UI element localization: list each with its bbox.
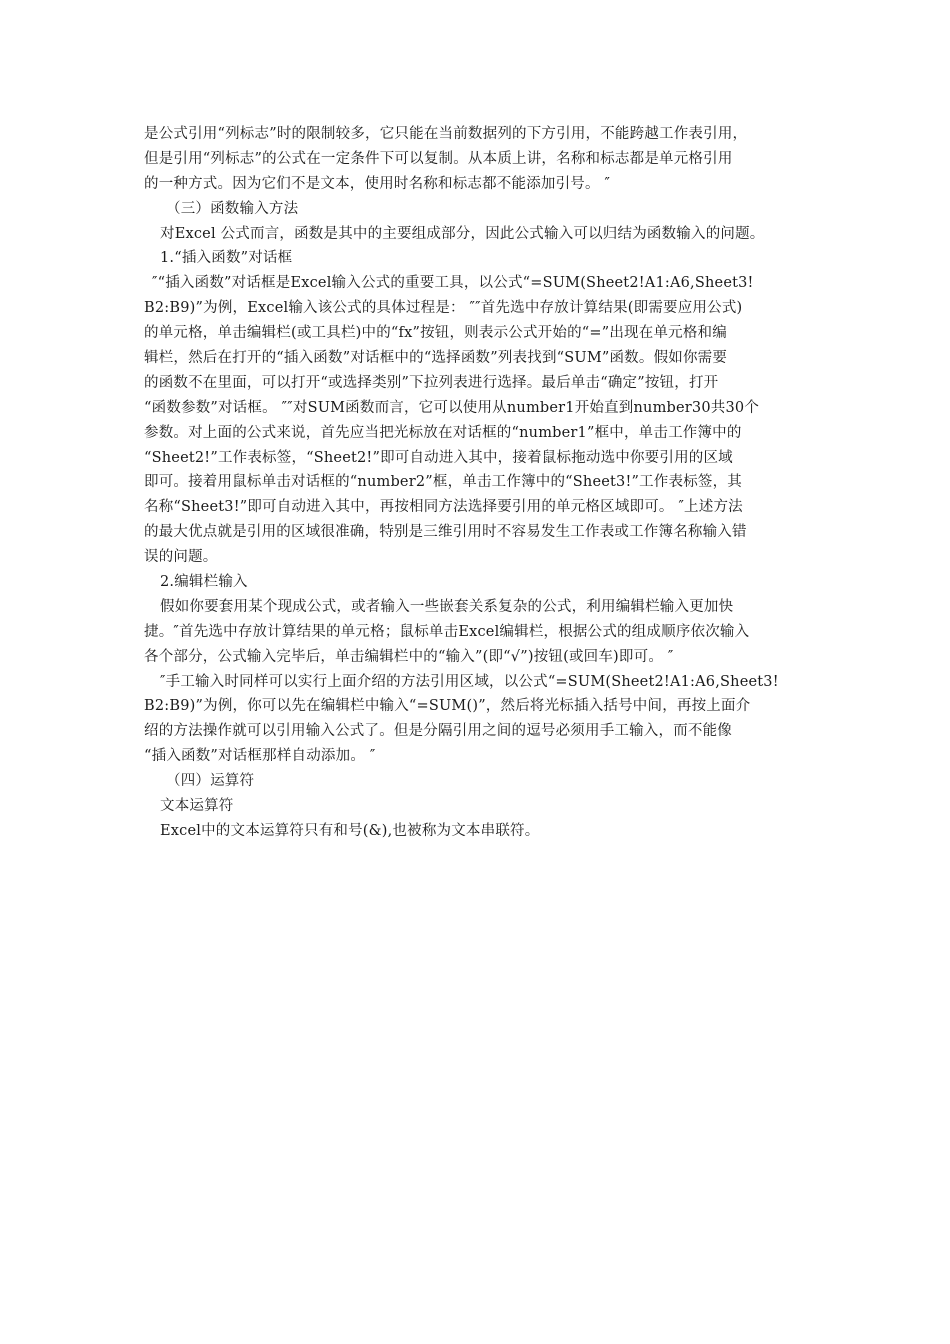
paragraph-line: “插入函数”对话框那样自动添加。 ″: [144, 748, 376, 765]
subheading-formula-bar-input: 2.编辑栏输入: [160, 574, 248, 591]
paragraph-line: 的一种方式。因为它们不是文本，使用时名称和标志都不能添加引号。 ″: [144, 175, 611, 192]
paragraph-line: ″手工输入时同样可以实行上面介绍的方法引用区域，以公式“=SUM(Sheet2!A1:A6,Sheet3!: [160, 673, 779, 690]
paragraph-line: 是公式引用“列标志”时的限制较多，它只能在当前数据列的下方引用，不能跨越工作表引用，: [144, 126, 748, 142]
paragraph-line: 的单元格，单击编辑栏(或工具栏)中的“fx”按钮，则表示公式开始的“=”出现在单元格和编: [144, 325, 727, 342]
paragraph-line: 但是引用“列标志”的公式在一定条件下可以复制。从本质上讲，名称和标志都是单元格引用: [144, 150, 733, 167]
paragraph-line: 捷。″首先选中存放计算结果的单元格；鼠标单击Excel编辑栏，根据公式的组成顺序依次输入: [144, 623, 750, 640]
paragraph-line: Excel中的文本运算符只有和号(&),也被称为文本串联符。: [160, 822, 540, 839]
paragraph-line: ″“插入函数”对话框是Excel输入公式的重要工具，以公式“=SUM(Sheet2!A1:A6,Sheet3!: [152, 275, 754, 292]
section-heading-function-input: （三）函数输入方法: [166, 200, 299, 217]
paragraph-line: 即可。接着用鼠标单击对话框的“number2”框，单击工作簿中的“Sheet3!”工作表标签，其: [144, 474, 743, 491]
paragraph-line: B2:B9)”为例，你可以先在编辑栏中输入“=SUM()”，然后将光标插入括号中间，再按上面介: [144, 698, 751, 715]
paragraph-line: 的最大优点就是引用的区域很准确，特别是三维引用时不容易发生工作表或工作簿名称输入错: [144, 524, 747, 541]
paragraph-line: 的函数不在里面，可以打开“或选择类别”下拉列表进行选择。最后单击“确定”按钮，打开: [144, 374, 719, 391]
paragraph-line: 假如你要套用某个现成公式，或者输入一些嵌套关系复杂的公式，利用编辑栏输入更加快: [160, 598, 734, 615]
paragraph-line: 名称“Sheet3!”即可自动进入其中，再按相同方法选择要引用的单元格区域即可。 ″上述方法: [144, 499, 743, 516]
paragraph-line: 绍的方法操作就可以引用输入公式了。但是分隔引用之间的逗号必须用手工输入，而不能像: [144, 723, 732, 740]
paragraph-line: 辑栏，然后在打开的“插入函数”对话框中的“选择函数”列表找到“SUM”函数。假如你需要: [144, 350, 728, 367]
document-body: [144, 122, 812, 844]
paragraph-line: B2:B9)”为例，Excel输入该公式的具体过程是： ″″首先选中存放计算结果(即需要应用公式): [144, 300, 743, 317]
subheading-text-operator: 文本运算符: [160, 798, 234, 815]
paragraph-line: 误的问题。: [144, 549, 218, 566]
paragraph-line: 对Excel 公式而言，函数是其中的主要组成部分，因此公式输入可以归结为函数输入的问题。: [160, 225, 765, 242]
paragraph-line: “Sheet2!”工作表标签，“Sheet2!”即可自动进入其中，接着鼠标拖动选中你要引用的区域: [144, 449, 733, 466]
paragraph-line: 各个部分，公式输入完毕后，单击编辑栏中的“输入”(即“√”)按钮(或回车)即可。 ″: [144, 648, 674, 665]
paragraph-line: “函数参数”对话框。 ″″对SUM函数而言，它可以使用从number1开始直到number30共30个: [144, 399, 760, 416]
subheading-insert-function-dialog: 1.“插入函数”对话框: [160, 250, 293, 267]
section-heading-operators: （四）运算符: [166, 773, 255, 790]
paragraph-line: 参数。对上面的公式来说，首先应当把光标放在对话框的“number1”框中，单击工作簿中的: [144, 424, 742, 441]
